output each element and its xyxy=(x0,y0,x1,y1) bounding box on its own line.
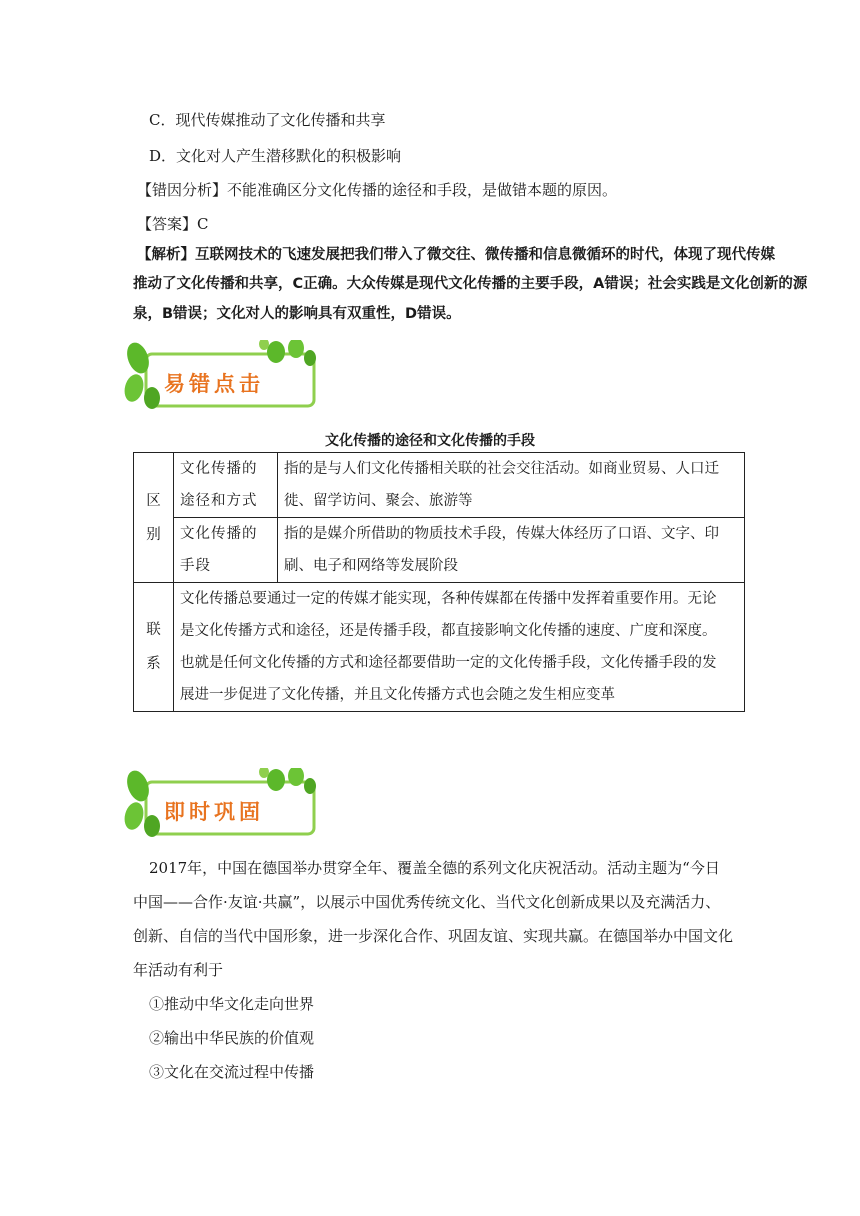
group-difference: 区 别 xyxy=(134,453,174,583)
desc-route: 指的是与人们文化传播相关联的社会交往活动。如商业贸易、人口迁 徙、留学访问、聚会、旅游等 xyxy=(278,453,745,518)
badge-label-practice: 即时巩固 xyxy=(164,800,264,824)
list-item: ①推动中华文化走向世界 xyxy=(149,995,315,1013)
paragraph-line-4: 年活动有利于 xyxy=(133,961,224,979)
desc-connection: 文化传播总要通过一定的传媒才能实现，各种传媒都在传播中发挥着重要作用。无论 是文化传播方式和途径，还是传播手段，都直接影响文化传播的速度、广度和深度。 也就是任何文化传播的方式和途径都要借助一定的文化传播手段，文化传播手段的发 展进一步促进了文化传播，并且文化传播方式也会随之发生相应变革 xyxy=(174,583,745,712)
term-means: 文化传播的 手段 xyxy=(174,518,278,583)
explanation-line-1: 【解析】互联网技术的飞速发展把我们带入了微交往、微传播和信息微循环的时代，体现了现代传媒 xyxy=(137,247,775,263)
badge-label-errors: 易错点击 xyxy=(164,372,264,396)
section-badge-practice xyxy=(124,768,324,840)
list-item: ③文化在交流过程中传播 xyxy=(149,1063,315,1081)
paragraph-line-1: 2017年，中国在德国举办贯穿全年、覆盖全德的系列文化庆祝活动。活动主题为“今日 xyxy=(149,859,720,877)
paragraph-line-2: 中国——合作·友谊·共赢”，以展示中国优秀传统文化、当代文化创新成果以及充满活力、 xyxy=(133,893,721,911)
table-title: 文化传播的途径和文化传播的手段 xyxy=(325,433,535,449)
paragraph-line-3: 创新、自信的当代中国形象，进一步深化合作、巩固友谊、实现共赢。在德国举办中国文化 xyxy=(133,927,734,945)
table-row xyxy=(134,583,745,712)
table-row xyxy=(134,518,745,583)
table-row xyxy=(134,453,745,518)
group-connection: 联 系 xyxy=(134,583,174,712)
answer: 【答案】C xyxy=(137,215,209,233)
comparison-table xyxy=(133,452,745,712)
term-route: 文化传播的 途径和方式 xyxy=(174,453,278,518)
list-item: ②输出中华民族的价值观 xyxy=(149,1029,315,1047)
error-analysis: 【错因分析】不能准确区分文化传播的途径和手段，是做错本题的原因。 xyxy=(137,181,618,199)
option-c: C．现代传媒推动了文化传播和共享 xyxy=(149,111,386,129)
option-d: D．文化对人产生潜移默化的积极影响 xyxy=(149,147,402,165)
explanation-line-2: 推动了文化传播和共享，C正确。大众传媒是现代文化传播的主要手段，A错误；社会实践是文化创新的源 xyxy=(133,276,808,292)
section-badge-errors xyxy=(124,340,324,412)
desc-means: 指的是媒介所借助的物质技术手段，传媒大体经历了口语、文字、印 刷、电子和网络等发展阶段 xyxy=(278,518,745,583)
explanation-line-3: 泉，B错误；文化对人的影响具有双重性，D错误。 xyxy=(133,306,461,322)
